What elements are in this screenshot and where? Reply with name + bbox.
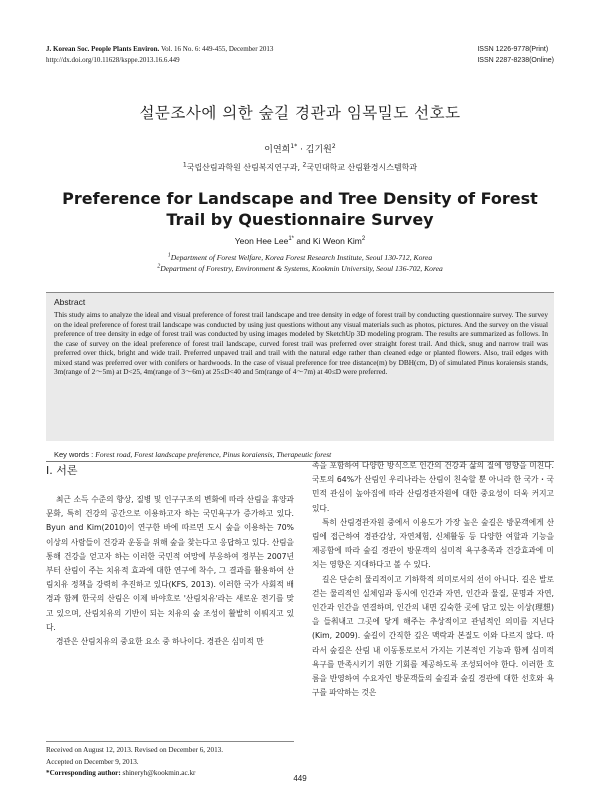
author-1-ko-sup: 1* bbox=[290, 143, 298, 150]
affil-ko-2: 국민대학교 산림환경시스템학과 bbox=[306, 163, 418, 172]
keywords-label: Key words : bbox=[54, 450, 96, 459]
author-1-en: Yeon Hee Lee bbox=[234, 236, 289, 246]
issn-block bbox=[477, 44, 554, 66]
received-date: Received on August 12, 2013. Revised on December 6, 2013. bbox=[46, 746, 224, 754]
body-column-right bbox=[312, 459, 554, 700]
issn-online: ISSN 2287-8238(Online) bbox=[477, 57, 554, 64]
abstract-heading: Abstract bbox=[54, 297, 86, 307]
journal-name: J. Korean Soc. People Plants Environ. bbox=[46, 45, 160, 53]
journal-header bbox=[46, 44, 273, 66]
english-affiliations bbox=[0, 252, 600, 274]
body-paragraph: 길은 단순히 물리적이고 기하학적 의미로서의 선이 아니다. 길은 발로 걷는 물리적인 실체임과 동시에 인간과 자연, 인간과 물질, 문명과 자연, 인간과 인간을 연결하며, 인간의 내면 깊숙한 곳에 담고 있는 이상(理想)을 들춰내고 그곳에 닿게 해주는 추상적이고 관념적인 의미를 지닌다(Kim, 2009). 숲길이 간직한 깊은 맥락과 본질도 이와 다르지 않다. 따라서 숲길은 산림 내 이동통로로서 가지는 기본적인 기능과 함께 심미적 욕구를 만족시키기 위한 기회를 제공하도록 조성되어야 한다. 이러한 흐름을 반영하여 수요자인 방문객들의 숲길과 숲길 경관에 대한 선호와 욕구를 파악하는 것은 bbox=[312, 574, 554, 698]
body-paragraph: 족을 포함하여 다양한 방식으로 인간의 건강과 삶의 질에 영향을 미친다. 국토의 64%가 산림인 우리나라는 산림이 친숙할 뿐 아니라 한 국가・국민적 관심이 높아짐에 따라 산림경관자원에 대한 중요성이 더욱 커지고 있다. bbox=[312, 461, 554, 513]
author-2-ko-sup: 2 bbox=[331, 143, 336, 150]
keywords bbox=[54, 450, 331, 459]
author-separator: · bbox=[297, 145, 306, 155]
issn-print: ISSN 1226-9778(Print) bbox=[477, 46, 549, 53]
korean-affiliations bbox=[0, 162, 600, 173]
korean-title: 설문조사에 의한 숲길 경관과 임목밀도 선호도 bbox=[139, 104, 461, 122]
body-paragraph: 특히 산림경관자원 중에서 이용도가 가장 높은 숲길은 방문객에게 산림에 접근하여 경관감상, 자연체험, 신체활동 등 다양한 여할과 기능을 제공함에 따라 숲길 경관이 방문객의 심미적 욕구충족과 건강효과에 미치는 영향은 지대하다고 볼 수 있다. bbox=[312, 517, 554, 570]
body-column-left bbox=[46, 493, 294, 649]
affil-ko-1: 국립산림과학원 산림복지연구과, bbox=[186, 163, 303, 172]
body-paragraph: 경관은 산림치유의 중요한 요소 중 하나이다. 경관은 심미적 만 bbox=[56, 637, 264, 647]
author-2-en-sup: 2 bbox=[361, 236, 366, 243]
author-and: and bbox=[294, 236, 313, 246]
journal-volume: Vol. 16 No. 6: 449-455, December 2013 bbox=[160, 45, 274, 53]
body-paragraph: 최근 소득 수준의 향상, 질병 및 인구구조의 변화에 따라 산림을 휴양과 문화, 특히 건강의 공간으로 이용하고자 하는 국민욕구가 증가하고 있다. Byun and Kim(2010)이 연구한 바에 따르면 도시 숲을 이용하는 70% 이상의 사람들이 건강과 운동을 위해 숲을 찾는다고 응답하고 있다. 산림을 통해 건강을 얻고자 하는 이러한 국민적 여망에 부응하여 정부는 2007년부터 산림이 주는 치유적 효과에 대한 연구에 착수, 그 결과를 활용하여 산림치유 정책을 강력히 추진하고 있다(KFS, 2013). 이러한 국가 사회적 배경과 함께 한국의 산림은 이제 바야흐로 '산림치유'라는 새로운 전기를 맞고 있으며, 산림치유의 기반이 되는 치유의 숲 조성이 활발히 이뤄지고 있다. bbox=[46, 495, 294, 632]
english-authors bbox=[0, 236, 600, 246]
korean-authors bbox=[0, 142, 600, 155]
affil-ko-sup-2: 2 bbox=[302, 161, 307, 169]
doi-link[interactable]: http://dx.doi.org/10.11628/ksppe.2013.16.6.449 bbox=[46, 56, 180, 64]
footnote-divider bbox=[46, 741, 294, 742]
section-heading-introduction: Ⅰ. 서론 bbox=[46, 464, 78, 477]
author-2-en: Ki Weon Kim bbox=[312, 236, 362, 246]
author-1-ko: 이연희 bbox=[264, 145, 291, 155]
corresponding-email[interactable]: shineryh@kookmin.ac.kr bbox=[120, 769, 196, 777]
affil-en-1: Department of Forest Welfare, Korea Forest Research Institute, Seoul 130-712, Korea bbox=[170, 253, 433, 262]
affil-en-sup-2: 2 bbox=[157, 263, 161, 270]
abstract-text: This study aims to analyze the ideal and visual preference of forest trail landscape and tree density in edge of forest trail by conducting questionnaire survey. The survey on the ideal preference of forest trail landscape was conducted by using just questions without any visual materials such as photos, pictures. And the survey on the visual preference of tree density in edge of forest trail was conducted by using images modeled by SketchUp 3D modeling program. The results are summarized as follows. In the case of survey on the ideal preference of forest trail landscape, curved forest trail was preferred over straight forest trail. And thick, snug and narrow trail was preferred over thick, bright and wide trail. Preferred unpaved trail and trail with the natural edge rather than cleaned edge or planted flowers. Also, trail edges with mixed stand was preferred over with conifers or hardwoods. In the case of visual preference for tree distance(m) by DBH(cm, D) of simulated Pinus koraiensis stands, 3m(range of 2～5m) at D<25, 4m(range of 3～6m) at 25≤D<40 and 5m(range of 4～7m) at 40≤D were preferred. bbox=[54, 310, 548, 376]
author-1-en-sup: 1* bbox=[288, 236, 294, 243]
keywords-value: Forest road, Forest landscape preference, Pinus koraiensis, Therapeutic forest bbox=[95, 450, 332, 459]
affil-en-2: Department of Forestry, Environment & Systems, Kookmin University, Seoul 136-702, Korea bbox=[160, 264, 443, 273]
corresponding-label: *Corresponding author: bbox=[46, 769, 121, 777]
affil-en-sup-1: 1 bbox=[167, 252, 171, 259]
affil-ko-sup-1: 1 bbox=[182, 161, 187, 169]
page-number: 449 bbox=[293, 774, 307, 783]
accepted-date: Accepted on December 9, 2013. bbox=[46, 757, 139, 766]
english-title: Preference for Landscape and Tree Density of Forest Trail by Questionnaire Survey bbox=[62, 189, 538, 229]
author-2-ko: 김기원 bbox=[305, 145, 332, 155]
abstract-box bbox=[46, 292, 554, 441]
